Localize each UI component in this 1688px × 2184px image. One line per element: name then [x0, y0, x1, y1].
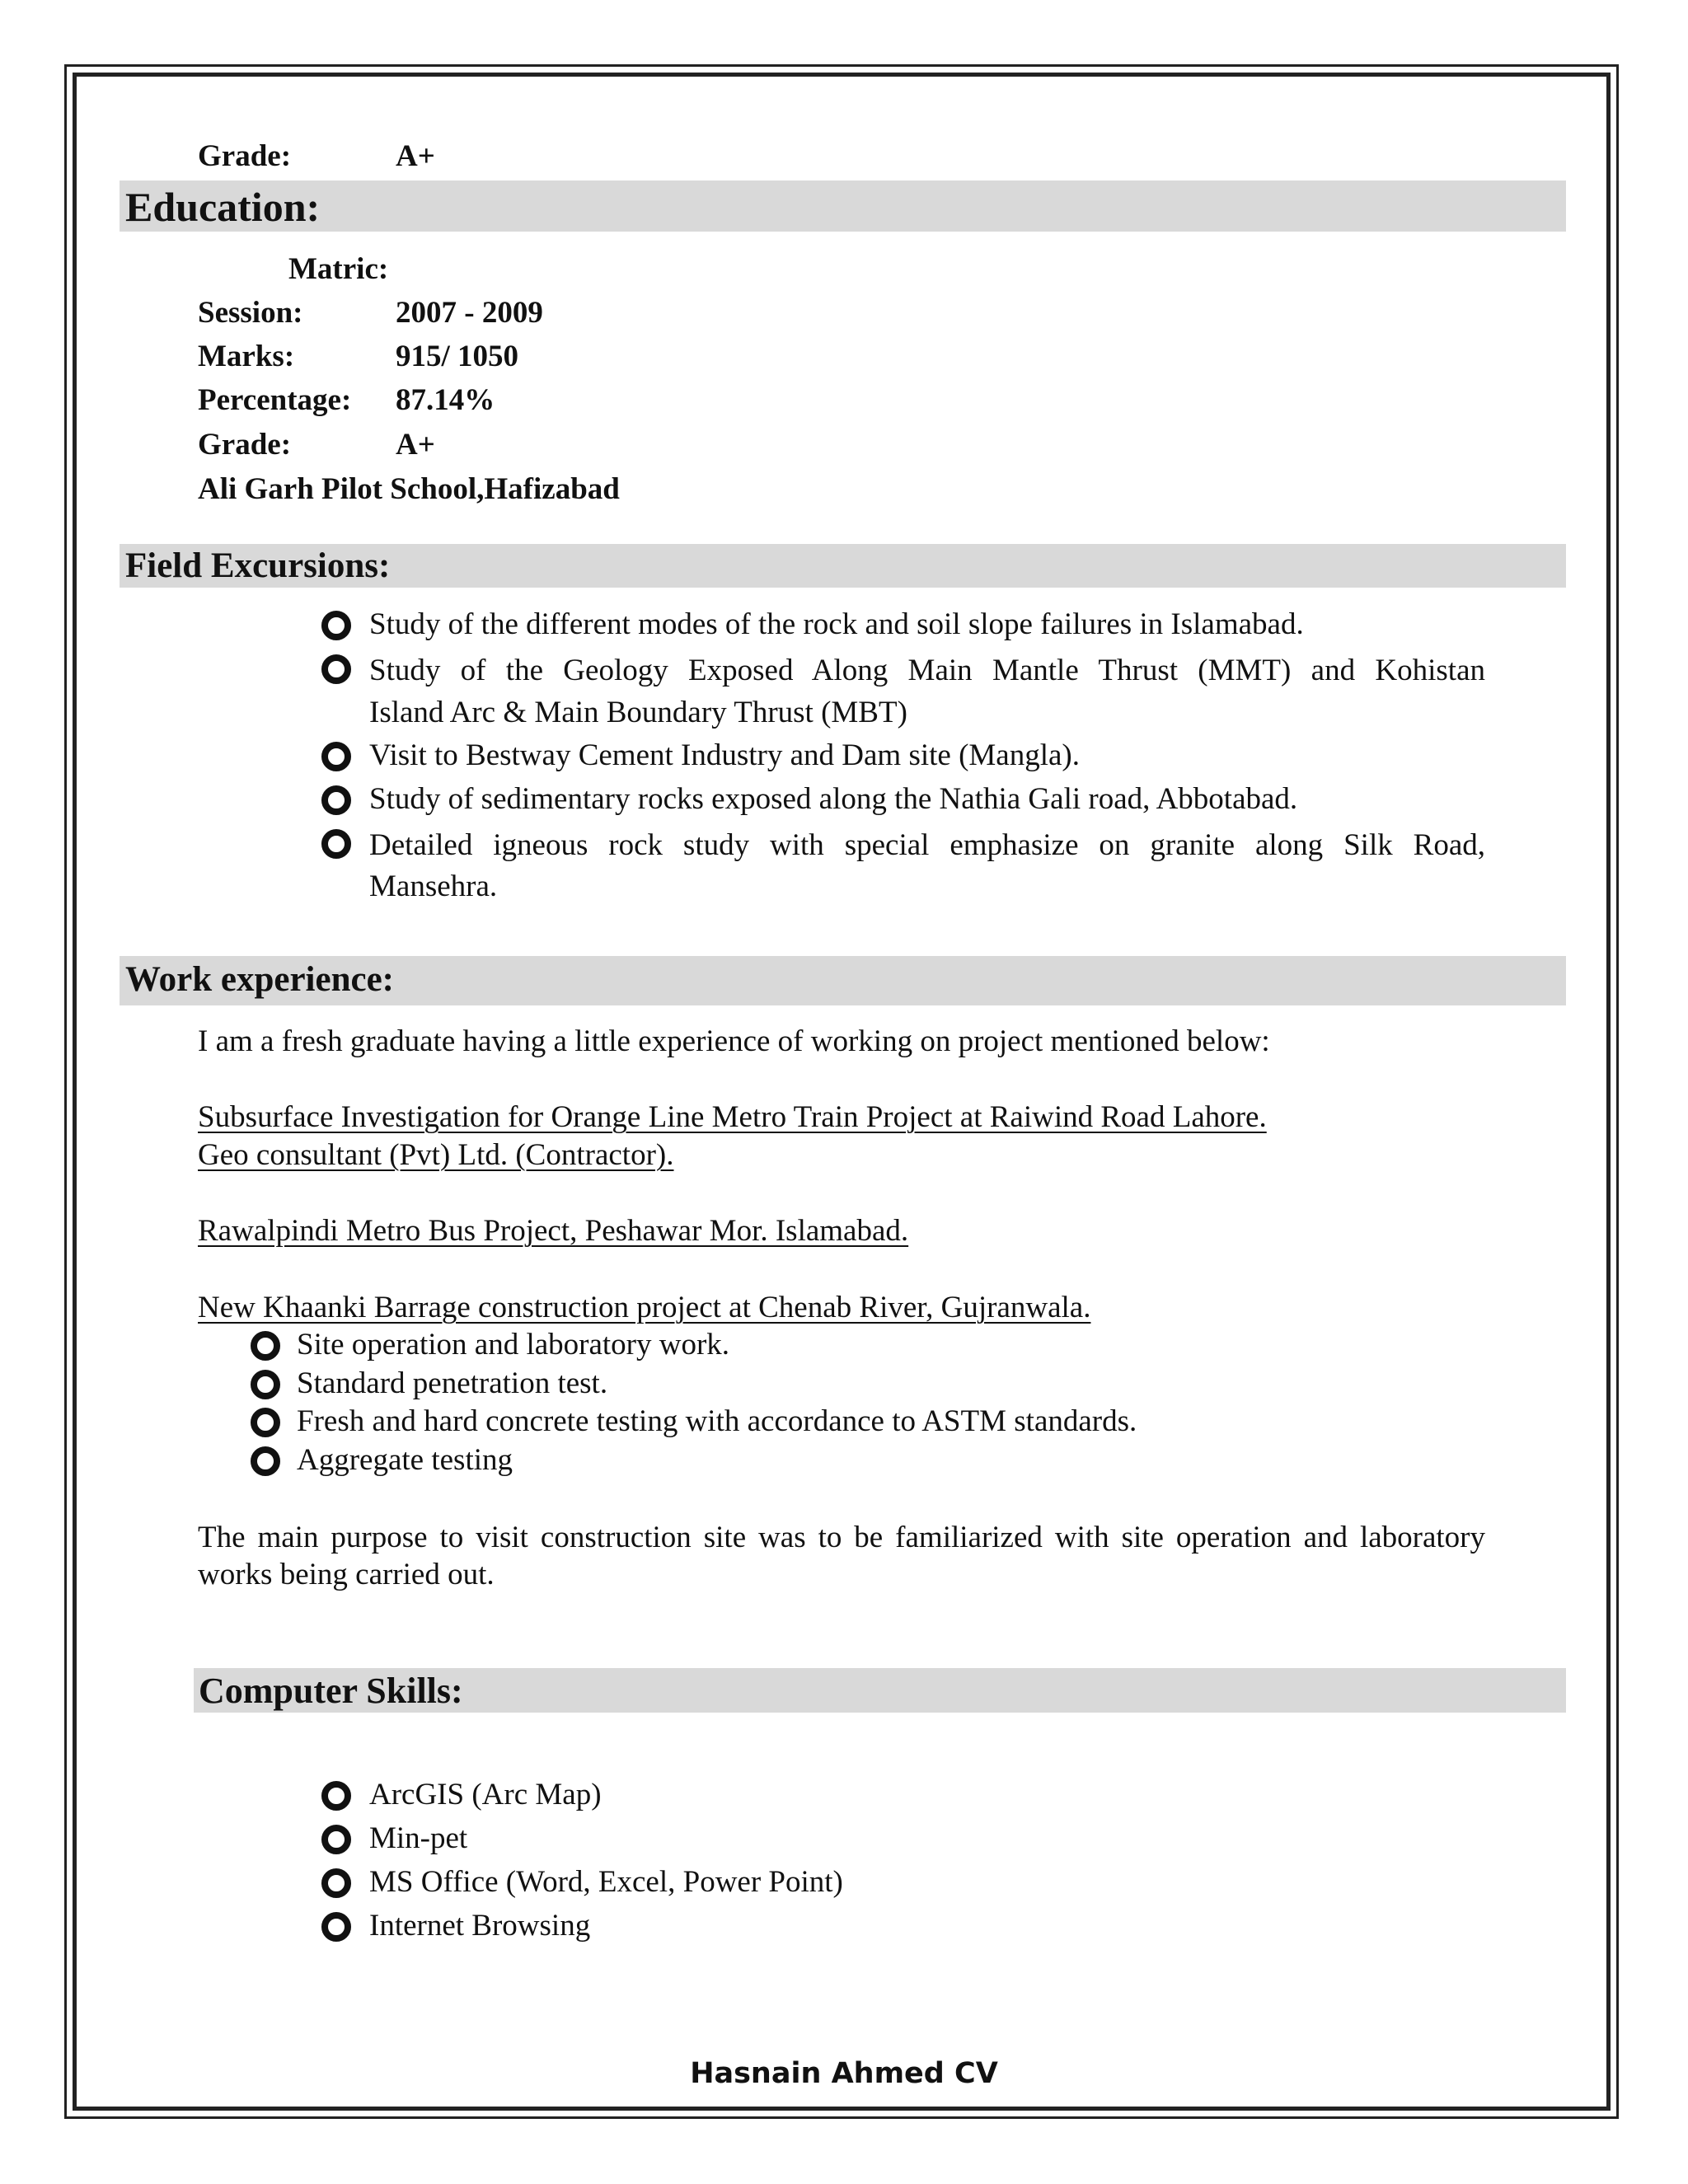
- grade2-value: A+: [396, 428, 435, 462]
- excursion-item: Visit to Bestway Cement Industry and Dam site (Mangla).: [369, 738, 1080, 772]
- work-intro: I am a fresh graduate having a little experience of working on project mentioned below:: [198, 1024, 1270, 1058]
- education-heading-band: [120, 180, 1566, 232]
- grade-label: Grade:: [198, 139, 292, 173]
- work-experience-heading: Work experience:: [125, 960, 394, 999]
- percentage-label: Percentage:: [198, 383, 352, 417]
- page-border-inner: [73, 73, 1611, 2111]
- bullet-icon: [251, 1331, 280, 1361]
- bullet-icon: [251, 1370, 280, 1399]
- task-item: Standard penetration test.: [297, 1366, 608, 1400]
- excursion-item: Study of sedimentary rocks exposed along the Nathia Gali road, Abbotabad.: [369, 782, 1298, 816]
- work-purpose: The main purpose to visit construction site was to be familiarized with site operation and laboratory: [198, 1521, 1485, 1554]
- field-excursions-heading: Field Excursions:: [125, 546, 391, 585]
- matric-subheading: Matric:: [288, 252, 389, 286]
- computer-skills-heading: Computer Skills:: [199, 1671, 463, 1711]
- skill-item: ArcGIS (Arc Map): [369, 1778, 602, 1811]
- bullet-icon: [251, 1446, 280, 1476]
- excursion-item: Detailed igneous rock study with special emphasize on granite along Silk Road,: [369, 828, 1485, 862]
- bullet-icon: [321, 1912, 351, 1942]
- bullet-icon: [321, 1868, 351, 1898]
- excursion-item-continued: Island Arc & Main Boundary Thrust (MBT): [369, 696, 907, 729]
- bullet-icon: [321, 785, 351, 815]
- project-metro-bus: Rawalpindi Metro Bus Project, Peshawar Mor. Islamabad.: [198, 1214, 909, 1248]
- grade2-label: Grade:: [198, 428, 292, 462]
- page-footer: Hasnain Ahmed CV: [690, 2057, 998, 2090]
- bullet-icon: [321, 1825, 351, 1854]
- task-item: Site operation and laboratory work.: [297, 1328, 730, 1361]
- bullet-icon: [251, 1408, 280, 1437]
- task-item: Fresh and hard concrete testing with accordance to ASTM standards.: [297, 1404, 1137, 1438]
- bullet-icon: [321, 654, 351, 684]
- bullet-icon: [321, 611, 351, 640]
- bullet-icon: [321, 829, 351, 859]
- project-orange-line-contractor: Geo consultant (Pvt) Ltd. (Contractor).: [198, 1138, 674, 1172]
- project-khaanki-barrage: New Khaanki Barrage construction project at Chenab River, Gujranwala.: [198, 1291, 1091, 1324]
- marks-value: 915/ 1050: [396, 340, 519, 373]
- excursion-item: Study of the Geology Exposed Along Main Mantle Thrust (MMT) and Kohistan: [369, 654, 1485, 687]
- project-orange-line: Subsurface Investigation for Orange Line Metro Train Project at Raiwind Road Lahore.: [198, 1100, 1267, 1134]
- percentage-value: 87.14%: [396, 383, 495, 417]
- excursion-item: Study of the different modes of the rock and soil slope failures in Islamabad.: [369, 607, 1304, 641]
- marks-label: Marks:: [198, 340, 295, 373]
- bullet-icon: [321, 742, 351, 771]
- work-purpose-continued: works being carried out.: [198, 1558, 495, 1591]
- excursion-item-continued: Mansehra.: [369, 869, 498, 903]
- task-item: Aggregate testing: [297, 1443, 513, 1477]
- skill-item: Min-pet: [369, 1821, 468, 1855]
- school-name: Ali Garh Pilot School,Hafizabad: [198, 472, 620, 506]
- session-label: Session:: [198, 296, 303, 330]
- education-heading: Education:: [125, 184, 321, 230]
- bullet-icon: [321, 1781, 351, 1811]
- grade-value: A+: [396, 139, 435, 173]
- session-value: 2007 - 2009: [396, 296, 543, 330]
- skill-item: MS Office (Word, Excel, Power Point): [369, 1865, 843, 1899]
- skill-item: Internet Browsing: [369, 1909, 591, 1943]
